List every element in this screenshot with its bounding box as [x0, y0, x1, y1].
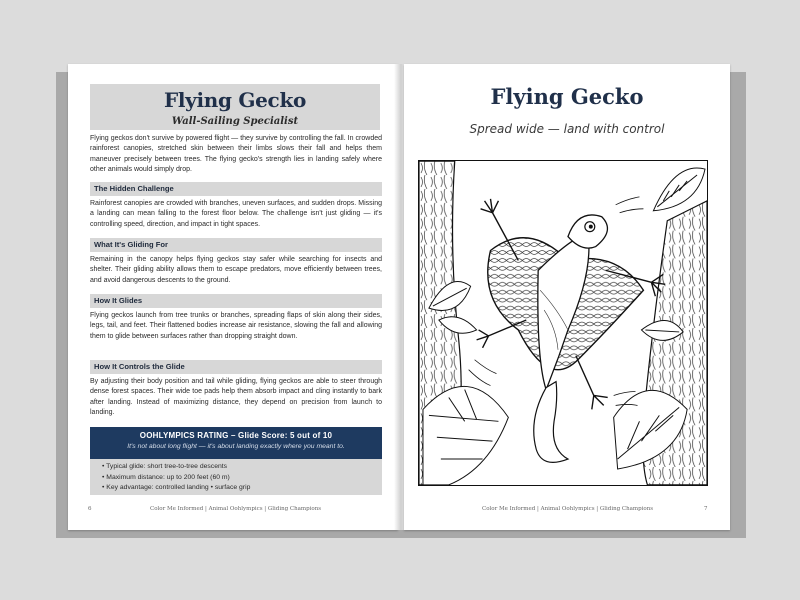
page-number-right: 7 [704, 506, 708, 512]
section-body-gliding-for: Remaining in the canopy helps flying geckos stay safer while searching for insects and shelter. Their gliding ability allows them to escape predators, move efficiently between trees, and avoid dangerous descents to the ground. [90, 256, 382, 284]
section-heading-controls-glide: How It Controls the Glide [90, 360, 382, 374]
rating-title: OOHLYMPICS RATING – Glide Score: 5 out of 10 [139, 431, 333, 440]
section-heading-how-it-glides: How It Glides [90, 294, 382, 308]
rating-header [90, 427, 382, 459]
illustration-title: Flying Gecko [490, 84, 644, 109]
rating-bullets [90, 459, 382, 495]
leaf-top-right [653, 168, 705, 211]
page-subtitle: Wall-Sailing Specialist [171, 116, 299, 127]
leaf-bottom-left [423, 386, 508, 484]
illustration-tagline: Spread wide — land with control [469, 122, 665, 136]
intro-paragraph: Flying geckos don't survive by powered flight — they survive by controlling the fall. In crowded rainforest canopies, stretched skin between their limbs slows their fall and helps them maneuver precisely between trees. The flying gecko's strength lies in landing safely where other animals would simply drop. [90, 135, 382, 174]
section-heading-hidden-challenge: The Hidden Challenge [90, 182, 382, 196]
footer-left: Color Me Informed | Animal Oohlympics | Gliding Champions [150, 506, 322, 512]
section-body-controls-glide: By adjusting their body position and tail while gliding, flying geckos are able to steer through dense forest spaces. Their wide toe pads help them absorb impact and cling instantly to bark after landing. Instead of maximizing distance, they depend on precision from launch to landing. [90, 378, 382, 417]
page-title: Flying Gecko [163, 88, 307, 112]
gecko-tail [534, 382, 568, 463]
page-number-left: 6 [88, 506, 92, 512]
rating-bullet: • Maximum distance: up to 200 feet (60 m) [102, 473, 382, 484]
rating-bullet: • Key advantage: controlled landing • surface grip [102, 483, 382, 494]
footer-right: Color Me Informed | Animal Oohlympics | Gliding Champions [482, 506, 654, 512]
title-box [90, 84, 380, 130]
section-body-hidden-challenge: Rainforest canopies are crowded with branches, uneven surfaces, and sudden drops. Missing a landing can mean falling to the forest floor below. The challenge isn't just gliding — it's controlling speed, direction, and impact in tight spaces. [90, 200, 382, 228]
flying-gecko-drawing [419, 161, 707, 485]
right-page [404, 64, 730, 530]
left-page [68, 64, 398, 530]
rating-subtitle: It's not about long flight — it's about landing exactly where you meant to. [127, 443, 345, 450]
section-heading-gliding-for: What It's Gliding For [90, 238, 382, 252]
rating-box [90, 427, 382, 495]
coloring-illustration [418, 160, 708, 486]
section-body-how-it-glides: Flying geckos launch from tree trunks or branches, spreading flaps of skin along their sides, legs, tail, and feet. Their flattened bodies increase air resistance, slowing the fall and allowing them to glide between surfaces rather than dropping straight down. [90, 312, 382, 340]
rating-bullet: • Typical glide: short tree-to-tree descents [102, 462, 382, 473]
